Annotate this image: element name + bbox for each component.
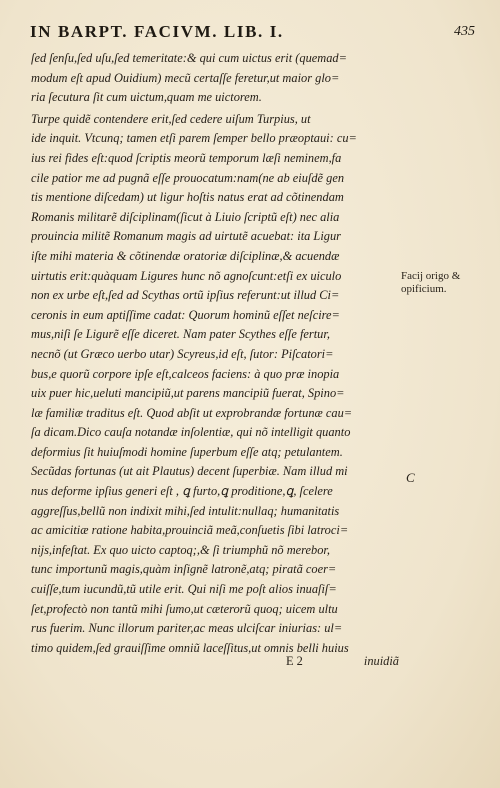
marginal-note-line: Facij origo & — [401, 270, 461, 282]
text-line: deformius ſit huiuſmodi homine ſuperbum eſſe atq; petulantem. — [31, 444, 343, 459]
text-line: ria ſecutura ſit cum uictum,quam me uictorem. — [31, 90, 262, 105]
text-line: mus,niſi ſe Ligurẽ eſſe diceret. Nam pater Scythes eſſe fertur, — [31, 327, 330, 342]
text-line: læ familiæ traditus eſt. Quod abſit ut exprobrandæ fortunæ cau= — [31, 405, 353, 420]
text-line: ſet,profectò non tantũ mihi ſumo,ut cæterorũ quoq; uicem ultu — [31, 601, 338, 616]
text-line: tis mentione diſcedam) ut ligur hoſtis natus erat ad cõtinendam — [31, 190, 344, 205]
text-line: ide inquit. Vtcunq; tamen etſi parem ſemper bello præoptaui: cu= — [31, 131, 357, 146]
text-line: Turpe quidẽ contendere erit,ſed cedere uiſum Turpius, ut — [31, 111, 311, 126]
text-line: bus,e quorũ corpore ipſe eſt,calceos faciens: à quo præ inopia — [31, 366, 340, 381]
marginal-note-line: opificium. — [401, 283, 447, 295]
text-line: uix puer hic,ueluti mancipiũ,ut parens mancipiũ fuerat, Spino= — [31, 386, 345, 401]
margin-annotation-mark: C — [406, 470, 415, 485]
text-line: nus deforme ipſius generi eſt , ꝗ furto,ꝗ proditione,ꝗ, ſcelere — [31, 484, 333, 499]
catchword: inuidiã — [363, 654, 399, 668]
text-line: cile patior me ad pugnã eſſe prouocatum:nam(ne ab eiuſdẽ gen — [31, 170, 345, 185]
text-line: ſed ſenſu,ſed uſu,ſed temeritate:& qui cum uictus erit (quemad= — [31, 51, 347, 65]
main-text-block — [31, 49, 399, 658]
text-line: Secũdas fortunas (ut ait Plautus) decent ſuperbiæ. Nam illud mi — [31, 464, 348, 479]
text-line: prouincia militẽ Romanum magis ad uirtutẽ acuebat: ita Ligur — [31, 229, 341, 244]
text-line: cuiſſe,tum iucundũ,tũ utile erit. Qui niſi me poſt alios inuaſiſ= — [31, 582, 337, 597]
page-number: 435 — [454, 24, 475, 39]
running-title: IN BARPT. FACIVM. LIB. I. — [30, 22, 284, 41]
text-line: ac amicitiæ ratione habita,prouinciã meã,conſuetis ſibi latroci= — [31, 523, 349, 538]
running-header — [30, 18, 475, 48]
text-line: ceronis in eum aptiſſime cadat: Quorum hominũ eſſet neſcire= — [31, 307, 340, 322]
text-line: tunc importunũ magis,quàm inſignẽ latronẽ,atq; piratã coer= — [31, 562, 337, 577]
text-line: uirtutis erit:quàquam Ligures hunc nõ agnoſcunt:etſi ex uiculo — [31, 268, 342, 283]
text-line: timo quidem,ſed grauiſſime omniũ laceſſitus,ut omnis belli huius — [31, 640, 349, 655]
page-footer — [31, 654, 399, 674]
text-line: ſa dicam.Dico cauſa notandæ inſolentiæ, qui nõ intelligit quanto — [31, 425, 351, 440]
text-line: non ex urbe eſt,ſed ad Scythas ortũ ipſius referunt:ut illud Ci= — [31, 288, 340, 303]
signature-mark: E 2 — [286, 654, 303, 668]
text-line: Romanis militarẽ diſciplinam(ſicut à Liuio ſcriptũ eſt) nec alia — [31, 209, 340, 224]
text-line: necnõ (ut Græco uerbo utar) Scyreus,id eſt, ſutor: Piſcatori= — [31, 346, 334, 361]
text-line: rus fuerim. Nunc illorum pariter,ac meas ulciſcar iniurias: ul= — [31, 621, 343, 636]
text-line: iſte mihi materia & cõtinendæ oratoriæ diſciplinæ,& acuendæ — [31, 248, 340, 263]
text-line: nijs,infeſtat. Ex quo uicto captoq;,& ſi triumphũ nõ merebor, — [31, 542, 330, 557]
text-line: aggreſſus,bellũ non indixit mihi,ſed intulit:nullaq; humanitatis — [31, 503, 340, 518]
text-line: modum eſt apud Ouidium) mecũ certaſſe feretur,ut maior glo= — [31, 70, 340, 85]
text-line: ius rei fides eſt:quod ſcriptis meorũ temporum læſi neminem,fa — [31, 150, 342, 165]
marginal-note — [401, 270, 460, 296]
